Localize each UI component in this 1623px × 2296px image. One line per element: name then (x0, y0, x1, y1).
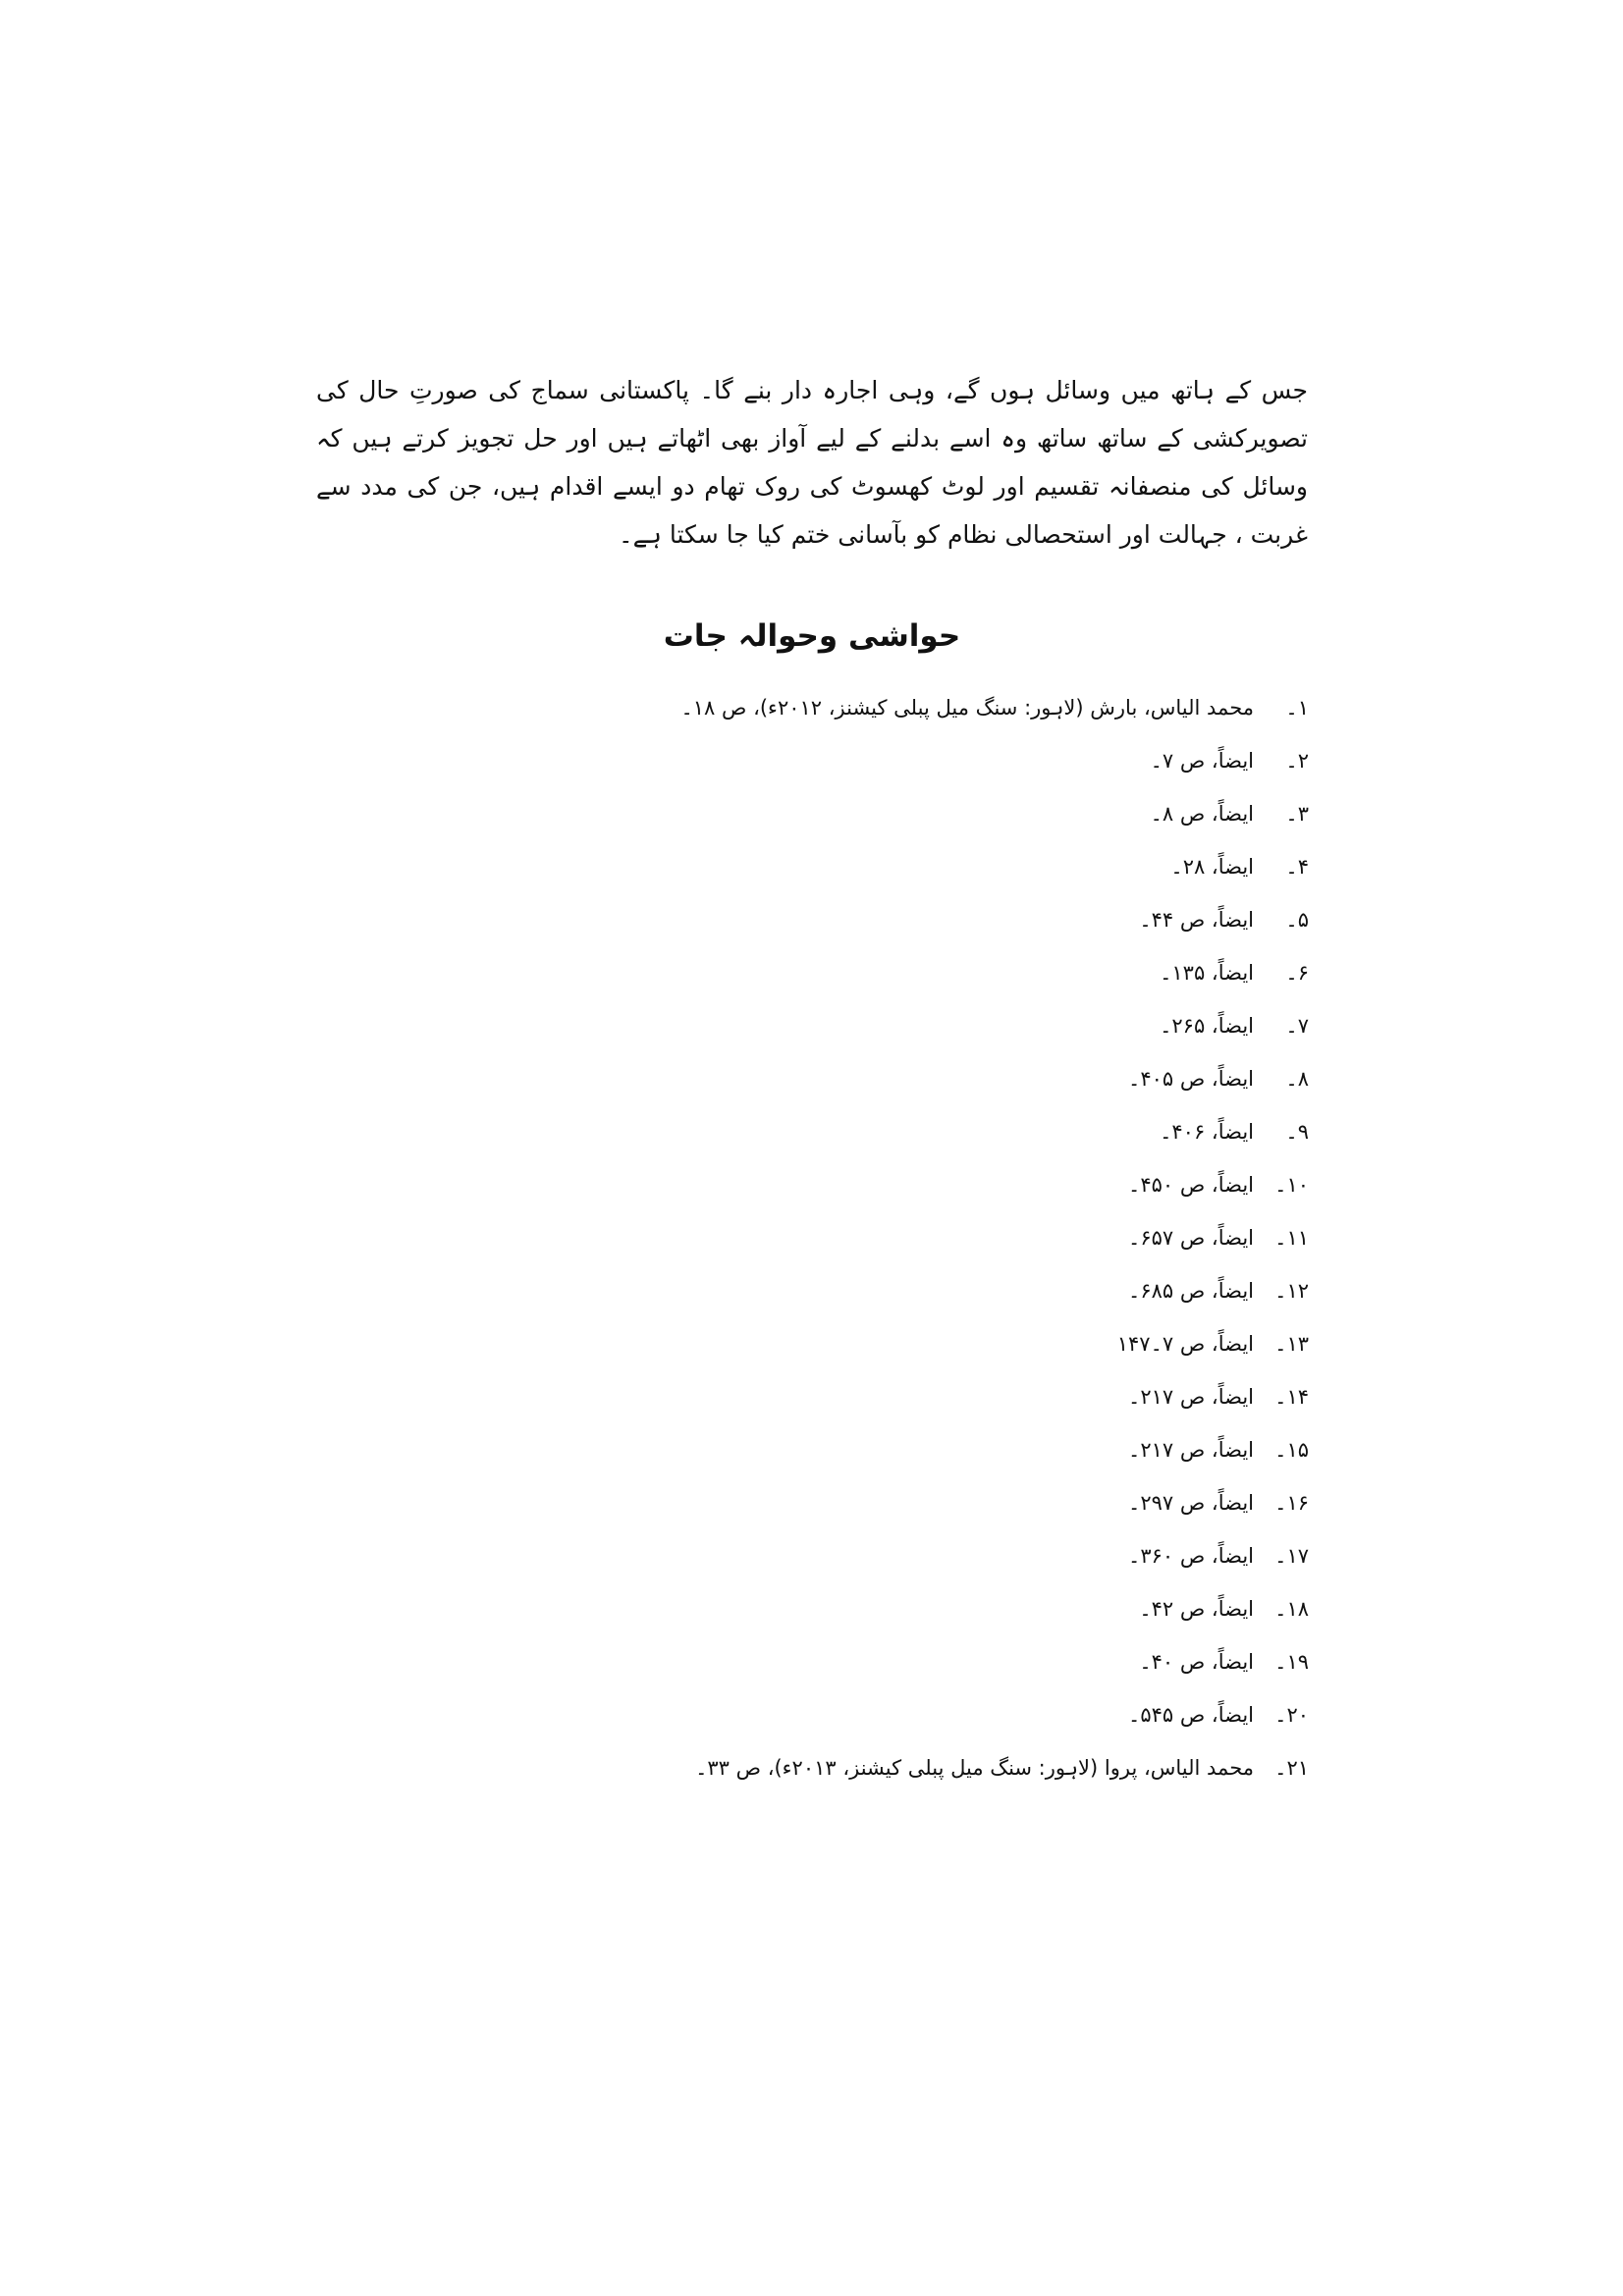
footnote-number: ۱۹۔ (1274, 1650, 1309, 1674)
footnote-item (317, 1370, 1309, 1423)
footnote-item (317, 1264, 1309, 1317)
footnote-item (317, 1688, 1309, 1741)
footnote-number: ۵۔ (1285, 908, 1309, 932)
footnote-item (317, 1476, 1309, 1529)
footnote-number: ۱۳۔ (1274, 1332, 1309, 1356)
footnote-number: ۱۷۔ (1274, 1544, 1309, 1568)
footnote-text: ایضاً، ۴۰۶۔ (1160, 1120, 1254, 1144)
footnote-number: ۱۵۔ (1274, 1438, 1309, 1462)
footnote-text: ایضاً، ص ۵۴۵۔ (1128, 1703, 1254, 1727)
footnote-text: ایضاً، ص ۳۶۰۔ (1128, 1544, 1254, 1568)
footnote-item (317, 893, 1309, 946)
footnote-text: ایضاً، ص ۴۵۰۔ (1128, 1173, 1254, 1197)
footnote-text: ایضاً، ص ۴۴۔ (1139, 908, 1254, 932)
footnote-text: ایضاً، ۲۶۵۔ (1160, 1014, 1254, 1038)
footnote-number: ۳۔ (1285, 802, 1309, 826)
footnote-number: ۲۱۔ (1274, 1756, 1309, 1780)
footnote-text: محمد الیاس، پروا (لاہور: سنگ میل پبلی کیشنز، ۲۰۱۳ء)، ص ۳۳۔ (695, 1756, 1254, 1780)
footnote-item (317, 787, 1309, 840)
footnote-number: ۱۲۔ (1274, 1279, 1309, 1303)
footnote-item (317, 1529, 1309, 1582)
footnote-number: ۱۔ (1285, 696, 1309, 720)
footnote-item (317, 734, 1309, 787)
footnote-number: ۱۸۔ (1274, 1597, 1309, 1621)
footnote-number: ۲۔ (1285, 749, 1309, 773)
footnote-item (317, 946, 1309, 999)
footnote-number: ۹۔ (1285, 1120, 1309, 1144)
body-paragraph: جس کے ہاتھ میں وسائل ہوں گے، وہی اجارہ دار بنے گا۔ پاکستانی سماج کی صورتِ حال کی تصویرکشی کے ساتھ ساتھ وہ اسے بدلنے کے لیے آواز بھی اٹھاتے ہیں اور حل تجویز کرتے ہیں کہ وسائل کی منصفانہ تقسیم اور لوٹ کھسوٹ کی روک تھام دو ایسے اقدام ہیں، جن کی مدد سے غربت ، جہالت اور استحصالی نظام کو بآسانی ختم کیا جا سکتا ہے۔ (316, 376, 1308, 549)
footnote-text: ایضاً، ۲۸۔ (1170, 855, 1254, 879)
footnote-text: ایضاً، ۱۳۵۔ (1160, 961, 1254, 985)
footnote-number: ۱۱۔ (1274, 1226, 1309, 1250)
footnote-number: ۸۔ (1285, 1067, 1309, 1091)
footnote-number: ۶۔ (1285, 961, 1309, 985)
footnote-text: ایضاً، ص ۴۰۵۔ (1128, 1067, 1254, 1091)
footnote-text: ایضاً، ص ۴۰۔ (1139, 1650, 1254, 1674)
footnote-item (317, 1317, 1309, 1370)
footnote-text: ایضاً، ص ۶۵۷۔ (1128, 1226, 1254, 1250)
footnote-text: ایضاً، ص ۷۔ (1150, 749, 1254, 773)
footnote-item (317, 1741, 1309, 1794)
footnote-text: ایضاً، ص ۸۔ (1150, 802, 1254, 826)
footnote-text: ایضاً، ص ۲۱۷۔ (1128, 1438, 1254, 1462)
footnote-number: ۱۰۔ (1274, 1173, 1309, 1197)
footnote-number: ۷۔ (1285, 1014, 1309, 1038)
footnote-item (317, 1635, 1309, 1688)
footnote-item (317, 1105, 1309, 1158)
footnote-item (317, 1423, 1309, 1476)
footnote-text: ایضاً، ص ۶۸۵۔ (1128, 1279, 1254, 1303)
footnote-item (317, 1582, 1309, 1635)
footnote-text: ایضاً، ص ۲۹۷۔ (1128, 1491, 1254, 1515)
footnote-text: ایضاً، ص ۴۲۔ (1139, 1597, 1254, 1621)
footnote-number: ۴۔ (1285, 855, 1309, 879)
footnote-item (317, 1211, 1309, 1264)
footnotes-list (317, 681, 1309, 1794)
footnote-item (317, 681, 1309, 734)
footnote-text: ایضاً، ص ۲۱۷۔ (1128, 1385, 1254, 1409)
footnote-item (317, 1052, 1309, 1105)
section-heading: حواشی وحوالہ جات (663, 617, 961, 654)
footnote-number: ۲۰۔ (1274, 1703, 1309, 1727)
footnote-item (317, 999, 1309, 1052)
footnote-item (317, 840, 1309, 893)
footnote-number: ۱۶۔ (1274, 1491, 1309, 1515)
footnote-text: ایضاً، ص ۷۔۱۴۷ (1116, 1332, 1254, 1356)
footnote-number: ۱۴۔ (1274, 1385, 1309, 1409)
footnote-item (317, 1158, 1309, 1211)
footnote-text: محمد الیاس، بارش (لاہور: سنگ میل پبلی کیشنز، ۲۰۱۲ء)، ص ۱۸۔ (680, 696, 1254, 720)
